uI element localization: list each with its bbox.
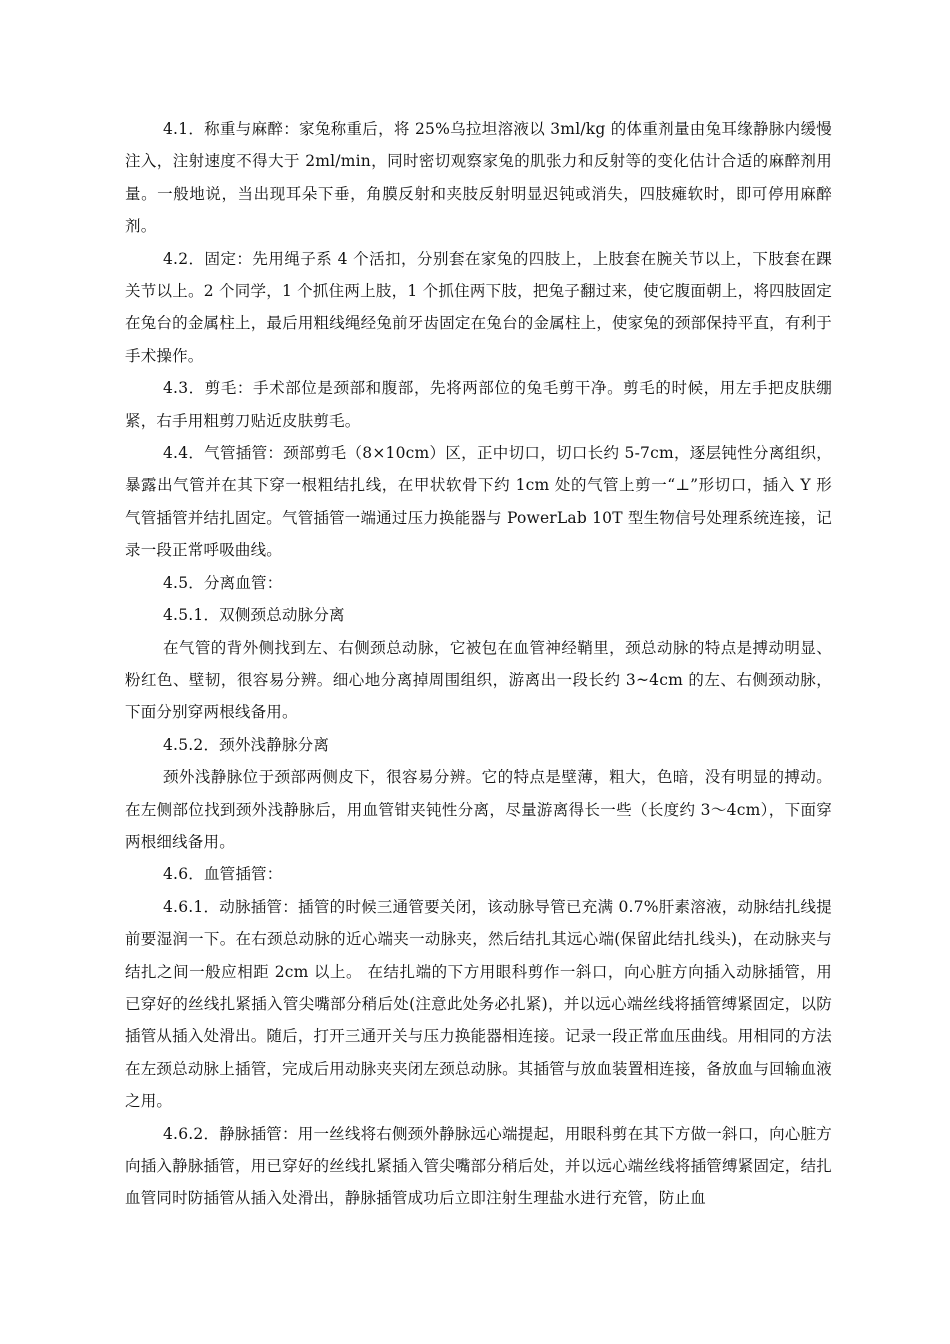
section-4-4-paragraph: 4.4．气管插管：颈部剪毛（8×10cm）区，正中切口，切口长约 5-7cm，逐层钝性分离组织，暴露出气管并在其下穿一根粗结扎线，在甲状软骨下约 1cm 处的气管上剪一“⊥”形切口，插入 Y 形气管插管并结扎固定。气管插管一端通过压力换能器与 PowerLab 10T 型生物信号处理系统连接，记录一段正常呼吸曲线。 [125,444,832,560]
section-4-3-paragraph: 4.3．剪毛：手术部位是颈部和腹部，先将两部位的兔毛剪干净。剪毛的时候，用左手把皮肤绷紧，右手用粗剪刀贴近皮肤剪毛。 [125,379,832,430]
section-4-5-heading: 4.5．分离血管： [163,573,283,592]
section-4-5-1-heading: 4.5.1．双侧颈总动脉分离 [163,606,345,625]
section-4-6-heading: 4.6．血管插管： [163,865,283,884]
section-4-5-2-heading: 4.5.2．颈外浅静脉分离 [163,735,330,754]
section-4-5-1-paragraph: 在气管的背外侧找到左、右侧颈总动脉，它被包在血管神经鞘里，颈总动脉的特点是搏动明显、粉红色、壁韧，很容易分辨。细心地分离掉周围组织，游离出一段长约 3~4cm 的左、右侧颈动脉，下面分别穿两根线备用。 [125,638,832,722]
section-4-2-paragraph: 4.2．固定：先用绳子系 4 个活扣，分别套在家兔的四肢上，上肢套在腕关节以上，下肢套在踝关节以上。2 个同学，1 个抓住两上肢，1 个抓住两下肢，把兔子翻过来，使它腹面朝上，将四肢固定在兔台的金属柱上，最后用粗线绳经兔前牙齿固定在兔台的金属柱上，使家兔的颈部保持平直，有利于手术操作。 [125,249,832,365]
document-body [125,113,832,1215]
section-4-5-2-paragraph: 颈外浅静脉位于颈部两侧皮下，很容易分辨。它的特点是壁薄，粗大，色暗，没有明显的搏动。在左侧部位找到颈外浅静脉后，用血管钳夹钝性分离，尽量游离得长一些（长度约 3～4cm），下面穿两根细线备用。 [125,768,832,851]
section-4-6-2-paragraph: 4.6.2．静脉插管：用一丝线将右侧颈外静脉远心端提起，用眼科剪在其下方做一斜口，向心脏方向插入静脉插管，用已穿好的丝线扎紧插入管尖嘴部分稍后处，并以远心端丝线将插管缚紧固定，结扎血管同时防插管从插入处滑出，静脉插管成功后立即注射生理盐水进行充管，防止血 [125,1124,832,1208]
section-4-1-paragraph: 4.1．称重与麻醉：家兔称重后，将 25%乌拉坦溶液以 3ml/kg 的体重剂量由兔耳缘静脉内缓慢注入，注射速度不得大于 2ml/min，同时密切观察家兔的肌张力和反射等的变化估计合适的麻醉剂用量。一般地说，当出现耳朵下垂，角膜反射和夹肢反射明显迟钝或消失，四肢瘫软时，即可停用麻醉剂。 [125,120,832,236]
section-4-6-1-paragraph: 4.6.1．动脉插管：插管的时候三通管要关闭，该动脉导管已充满 0.7%肝素溶液，动脉结扎线提前要湿润一下。在右颈总动脉的近心端夹一动脉夹，然后结扎其远心端(保留此结扎线头)，在动脉夹与结扎之间一般应相距 2cm 以上。 在结扎端的下方用眼科剪作一斜口，向心脏方向插入动脉插管，用已穿好的丝线扎紧插入管尖嘴部分稍后处(注意此处务必扎紧)，并以远心端丝线将插管缚紧固定，以防插管从插入处滑出。随后，打开三通开关与压力换能器相连接。记录一段正常血压曲线。用相同的方法在左颈总动脉上插管，完成后用动脉夹夹闭左颈总动脉。其插管与放血装置相连接，备放血与回输血液之用。 [125,897,832,1111]
